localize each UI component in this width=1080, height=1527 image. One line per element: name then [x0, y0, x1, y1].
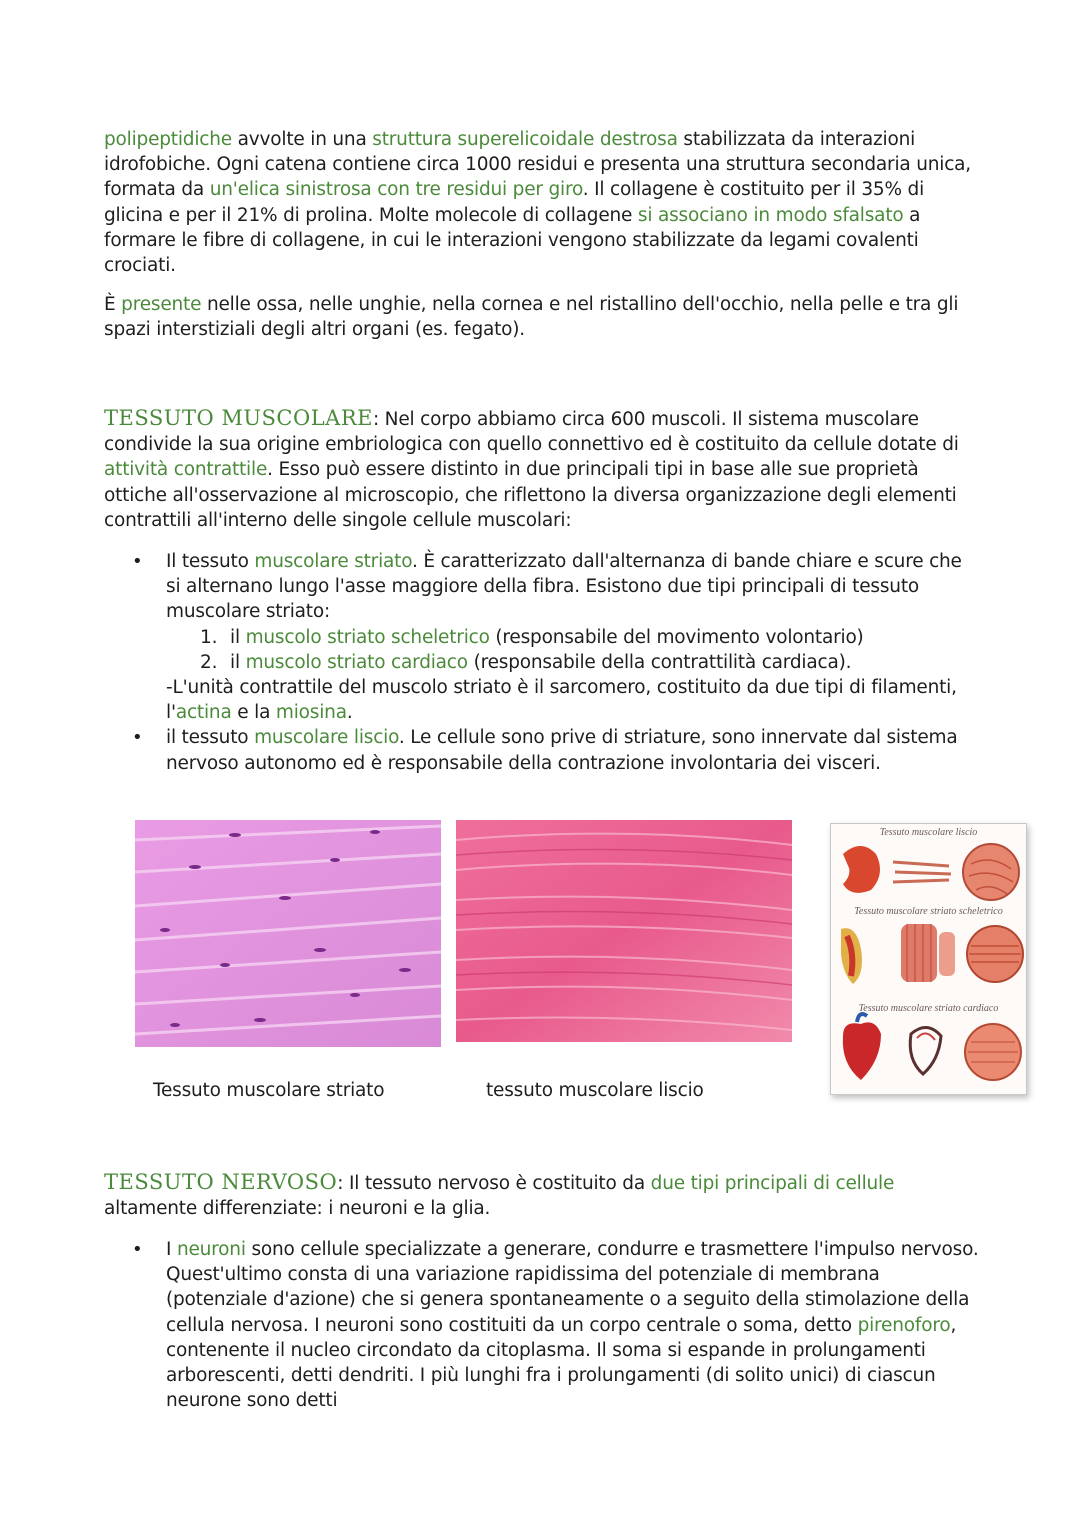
text-span: , contenente il nucleo circondato da citoplasma. Il soma si espande in prolungamenti arborescenti, detti dendriti. I più lunghi fra i prolungamenti (di solito unici) di ciascun neurone sono detti	[166, 1314, 957, 1412]
diagram-illustrations	[831, 824, 1026, 1094]
highlight: miosina	[275, 702, 347, 724]
text-span: -L'unità contrattile del muscolo striato è il sarcomero, costituito da due tipi di filamenti, l'	[166, 677, 957, 724]
caption-striated: Tessuto muscolare striato	[153, 1080, 385, 1101]
text-span: .	[346, 702, 353, 724]
text-span: stabilizzata da interazioni idrofobiche. Ogni catena contiene circa 1000 residui e presenta una struttura secondaria unica, formata da	[104, 129, 971, 201]
text-span: (responsabile del movimento volontario)	[489, 626, 864, 648]
list-number: 1.	[200, 626, 218, 648]
text-span: Il tessuto	[166, 551, 255, 572]
paragraph-tessuto-muscolare	[104, 406, 984, 533]
highlight: un'elica sinistrosa con tre residui per giro	[209, 179, 583, 201]
text-span: : Il tessuto nervoso è costituito da	[337, 1173, 651, 1194]
section-heading-nervoso: TESSUTO NERVOSO	[104, 1170, 338, 1194]
highlight: attività contrattile	[104, 459, 268, 481]
text-span: (responsabile della contrattilità cardiaca).	[467, 651, 852, 673]
text-span: . Il collagene è costituito per il 35% di glicina e per il 21% di prolina. Molte molecole di collagene	[104, 179, 925, 226]
text-span: : Nel corpo abbiamo circa 600 muscoli. Il sistema muscolare condivide la sua origine embriologica con quello connettivo ed è costituito da cellule dotate di	[104, 409, 959, 456]
text-span: nelle ossa, nelle unghie, nella cornea e nel ristallino dell'occhio, nella pelle e tra gli spazi interstiziali degli altri organi (es. fegato).	[104, 294, 959, 341]
text-span: il	[230, 626, 246, 648]
sublist-striato	[166, 625, 980, 675]
text-span: e la	[231, 702, 276, 724]
highlight: muscolare striato	[254, 551, 413, 572]
highlight: polipeptidiche	[104, 129, 232, 150]
highlight: presente	[121, 294, 202, 315]
diagram-muscle-types	[830, 823, 1027, 1095]
sublist-item-cardiaco	[200, 650, 980, 675]
nervous-cells-list	[130, 1237, 980, 1413]
text-span: il tessuto	[166, 727, 255, 749]
paragraph-collagene	[104, 127, 984, 278]
text-span: I	[166, 1239, 177, 1260]
diagram-label: Tessuto muscolare striato cardiaco	[858, 1003, 999, 1014]
micrograph-striated-muscle	[135, 820, 441, 1047]
text-span: il	[230, 651, 246, 673]
text-span: sono cellule specializzate a generare, condurre e trasmettere l'impulso nervoso. Quest'ultimo consta di una variazione rapidissima del potenziale di membrana (potenziale d'azione) che si genera spontaneamente o a seguito della stimolazione della cellula nervosa. I neuroni sono costituiti da un corpo centrale o soma, detto	[166, 1239, 979, 1336]
text-span: È	[104, 294, 122, 315]
micrograph-smooth-muscle	[456, 820, 792, 1042]
highlight: pirenoforo	[857, 1314, 951, 1336]
list-number: 2.	[200, 651, 218, 673]
highlight: struttura superelicoidale destrosa	[372, 129, 678, 150]
sublist-item-scheletrico	[200, 625, 980, 650]
list-item-neuroni	[130, 1237, 980, 1413]
paragraph-tessuto-nervoso	[104, 1170, 984, 1221]
diagram-label: Tessuto muscolare liscio	[879, 827, 978, 838]
text-span: . È caratterizzato dall'alternanza di bande chiare e scure che si alternano lungo l'asse maggiore della fibra. Esistono due tipi principali di tessuto muscolare striato:	[166, 551, 962, 623]
list-item-striato	[130, 549, 980, 725]
highlight: muscolare liscio	[254, 727, 399, 749]
diagram-label: Tessuto muscolare striato scheletrico	[854, 906, 1003, 917]
text-span: . Le cellule sono prive di striature, sono innervate dal sistema nervoso autonomo ed è responsabile della contrazione involontaria dei visceri.	[166, 727, 958, 774]
list-item-liscio	[130, 725, 980, 775]
muscle-types-list	[130, 549, 980, 776]
text-span: avvolte in una	[231, 129, 373, 150]
highlight: due tipi principali di cellule	[650, 1173, 895, 1194]
section-heading-muscolare: TESSUTO MUSCOLARE	[104, 406, 373, 430]
text-span: altamente differenziate: i neuroni e la glia.	[104, 1198, 491, 1220]
caption-smooth: tessuto muscolare liscio	[486, 1080, 704, 1101]
text-span: . Esso può essere distinto in due principali tipi in base alle sue proprietà ottiche all'osservazione al microscopio, che riflettono la diversa organizzazione degli elementi contrattili all'interno delle singole cellule muscolari:	[104, 459, 957, 531]
highlight: muscolo striato cardiaco	[245, 651, 468, 673]
highlight: actina	[175, 702, 232, 724]
paragraph-presenza	[104, 292, 984, 342]
highlight: si associano in modo sfalsato	[637, 204, 904, 226]
highlight: muscolo striato scheletrico	[245, 626, 490, 648]
text-span: a formare le fibre di collagene, in cui le interazioni vengono stabilizzate da legami covalenti crociati.	[104, 204, 921, 277]
highlight: neuroni	[176, 1239, 246, 1260]
